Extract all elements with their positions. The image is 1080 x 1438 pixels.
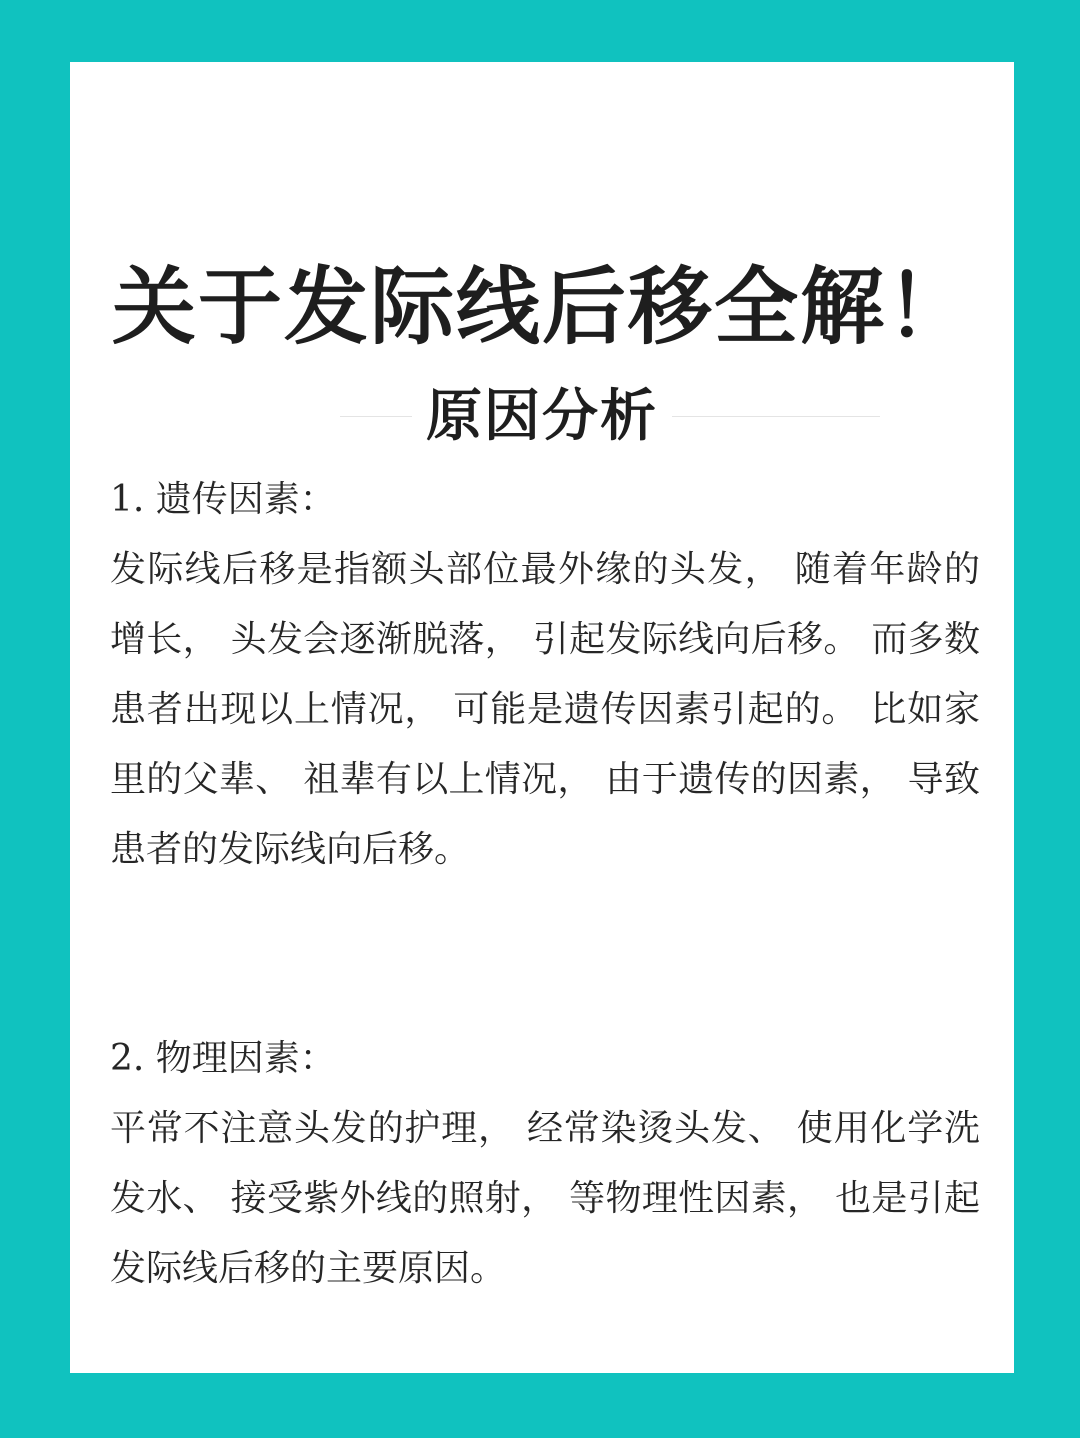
subtitle-block bbox=[70, 380, 1014, 454]
page-subtitle: 原因分析 bbox=[412, 380, 672, 454]
page-title: 关于发际线后移全解！ bbox=[111, 258, 972, 356]
section-heading: 2. 物理因素： bbox=[110, 1038, 336, 1079]
section-body: 平常不注意头发的护理， 经常染烫头发、 使用化学洗发水、 接受紫外线的照射， 等物理性因素， 也是引起发际线后移的主要原因。 bbox=[110, 1108, 980, 1289]
section-body: 发际线后移是指额头部位最外缘的头发， 随着年龄的增长， 头发会逐渐脱落， 引起发际线向后移。 而多数患者出现以上情况， 可能是遗传因素引起的。 比如家里的父辈、 祖辈有以上情况， 由于遗传的因素， 导致患者的发际线向后移。 bbox=[110, 549, 980, 870]
section-physical-factors bbox=[110, 1024, 980, 1304]
content-card bbox=[70, 62, 1014, 1373]
section-heading: 1. 遗传因素： bbox=[110, 479, 336, 520]
section-genetic-factors bbox=[110, 465, 980, 885]
